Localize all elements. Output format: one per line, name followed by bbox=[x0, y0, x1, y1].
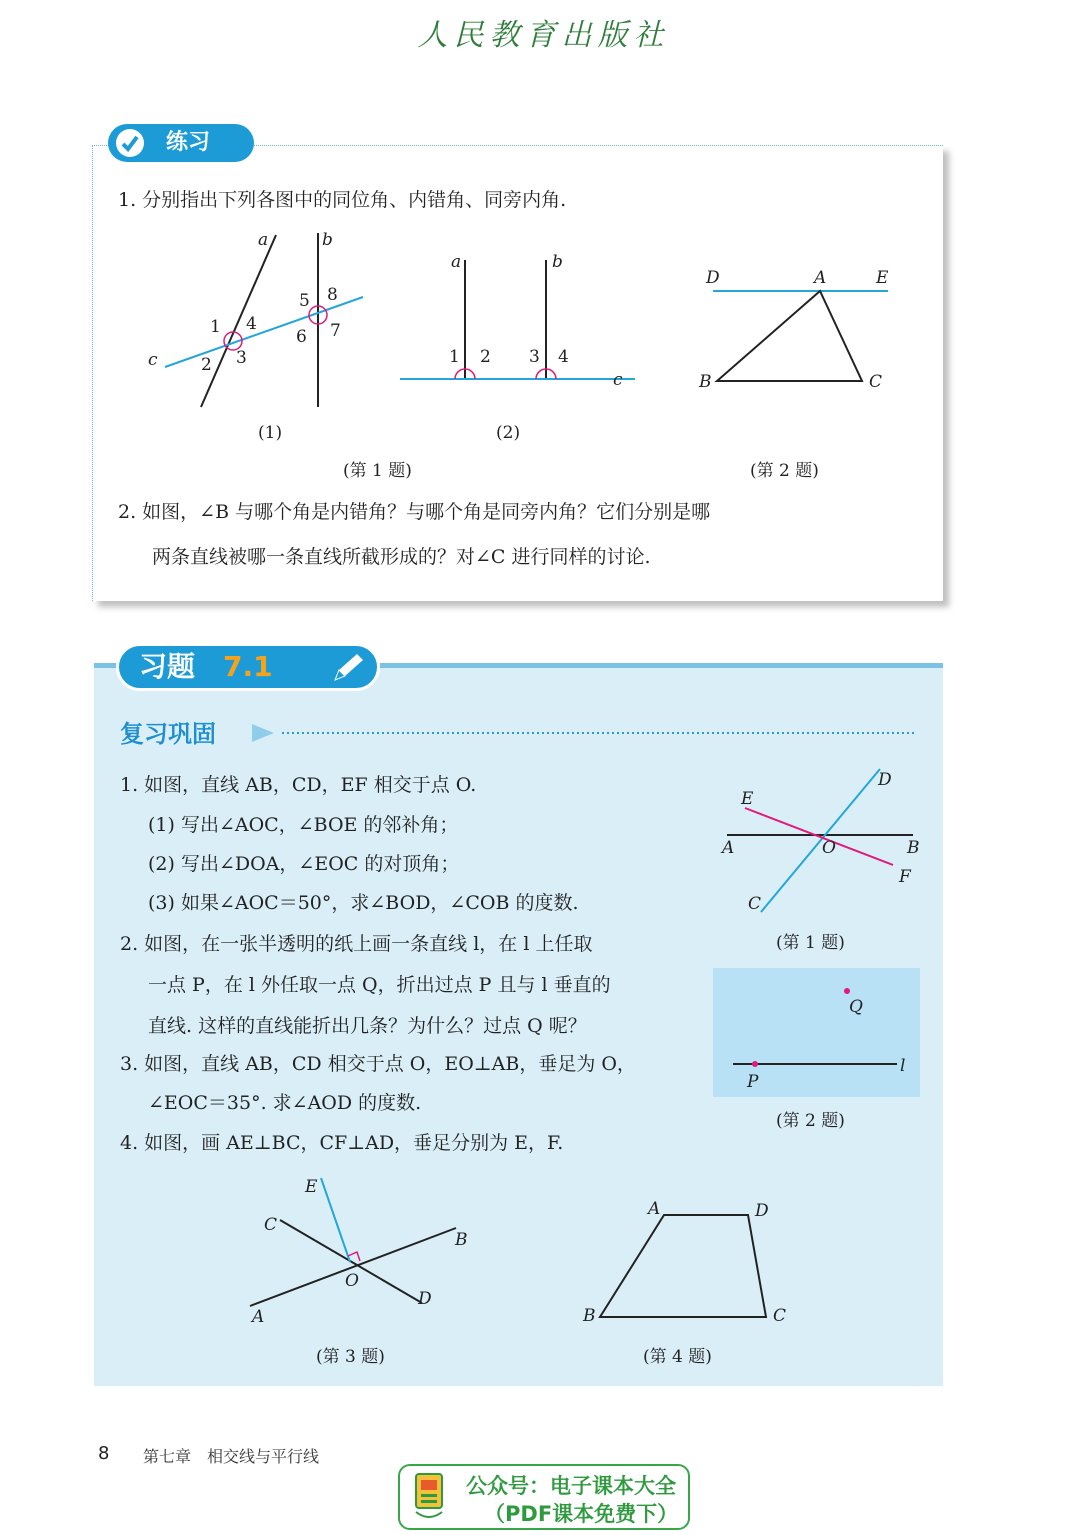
f1-B: B bbox=[907, 838, 920, 858]
f3-O: O bbox=[345, 1271, 359, 1291]
ex-q3-line2: ∠EOC＝35°. 求∠AOD 的度数. bbox=[148, 1092, 422, 1114]
ex-q1-part1: (1) 写出∠AOC，∠BOE 的邻补角； bbox=[148, 814, 459, 836]
f1-O: O bbox=[822, 838, 836, 858]
label-B: B bbox=[699, 372, 712, 392]
label-E: E bbox=[876, 268, 889, 288]
angle-b2: 2 bbox=[480, 347, 491, 367]
practice-title: 练习 bbox=[166, 130, 211, 155]
angle-2: 2 bbox=[201, 355, 212, 375]
label-C: C bbox=[869, 372, 883, 392]
label-a: a bbox=[258, 230, 269, 250]
point-P bbox=[752, 1061, 758, 1067]
ex-q3-line1: 3. 如图，直线 AB，CD 相交于点 O，EO⊥AB，垂足为 O， bbox=[120, 1053, 636, 1075]
angle-1: 1 bbox=[210, 317, 221, 337]
f1-D: D bbox=[878, 770, 892, 790]
ex-fig4 bbox=[590, 1200, 780, 1325]
f1-C: C bbox=[748, 894, 762, 914]
practice-tab bbox=[108, 124, 254, 162]
f1-F: F bbox=[899, 867, 911, 887]
line-eo bbox=[321, 1178, 350, 1262]
label-A: A bbox=[814, 268, 827, 288]
exercise-tab bbox=[116, 643, 380, 691]
f4-B: B bbox=[583, 1306, 596, 1326]
f3-C: C bbox=[264, 1215, 278, 1235]
ex-q4: 4. 如图，画 AE⊥BC，CF⊥AD，垂足分别为 E，F. bbox=[120, 1132, 564, 1154]
f2-P: P bbox=[747, 1072, 759, 1092]
ex-q1-part2: (2) 写出∠DOA，∠EOC 的对顶角； bbox=[148, 853, 460, 875]
ex-q2-line3: 直线. 这样的直线能折出几条？为什么？过点 Q 呢？ bbox=[148, 1015, 587, 1037]
label-c: c bbox=[148, 350, 158, 370]
promo-line1: 公众号：电子课本大全 bbox=[466, 1474, 676, 1498]
angle-4: 4 bbox=[246, 314, 257, 334]
angle-6: 6 bbox=[296, 327, 307, 347]
line-ef bbox=[745, 808, 893, 865]
f3-E: E bbox=[305, 1177, 318, 1197]
fig1-caption: (第 1 题) bbox=[343, 461, 412, 481]
exercise-title: 习题 bbox=[139, 650, 196, 683]
label-b2: b bbox=[552, 252, 563, 272]
pencil-icon bbox=[329, 650, 369, 698]
pencil-badge-icon bbox=[116, 129, 144, 157]
ex-cap2: (第 2 题) bbox=[776, 1111, 845, 1131]
label-a2: a bbox=[451, 252, 462, 272]
triangle-abc bbox=[717, 291, 862, 381]
angle-3: 3 bbox=[236, 348, 247, 368]
ex-cap3: (第 3 题) bbox=[316, 1347, 385, 1367]
f4-D: D bbox=[755, 1201, 769, 1221]
book-icon bbox=[414, 1472, 444, 1522]
angle-5: 5 bbox=[299, 291, 310, 311]
practice-figures bbox=[100, 225, 920, 415]
angle-b3: 3 bbox=[529, 347, 540, 367]
ex-q1-stem: 1. 如图，直线 AB，CD，EF 相交于点 O. bbox=[120, 774, 477, 796]
review-section-title: 复习巩固 bbox=[120, 720, 216, 748]
practice-question-2-line2: 两条直线被哪一条直线所截形成的？对∠C 进行同样的讨论. bbox=[152, 546, 651, 568]
f4-A: A bbox=[648, 1199, 661, 1219]
page-number: 8 bbox=[98, 1443, 110, 1464]
ex-q2-line2: 一点 P，在 l 外任取一点 Q，折出过点 P 且与 l 垂直的 bbox=[148, 974, 611, 996]
practice-question-1: 1. 分别指出下列各图中的同位角、内错角、同旁内角. bbox=[118, 189, 567, 211]
arrow-icon bbox=[252, 724, 274, 742]
angle-b4: 4 bbox=[558, 347, 569, 367]
f3-B: B bbox=[455, 1230, 468, 1250]
f2-l: l bbox=[900, 1056, 906, 1076]
quadrilateral-abcd bbox=[600, 1215, 766, 1317]
label-b: b bbox=[322, 230, 333, 250]
chapter-title: 第七章 相交线与平行线 bbox=[143, 1447, 320, 1466]
ex-fig1 bbox=[715, 765, 925, 915]
ex-cap4: (第 4 题) bbox=[643, 1347, 712, 1367]
promo-badge[interactable] bbox=[398, 1464, 690, 1530]
ex-q1-part3: (3) 如果∠AOC＝50°，求∠BOD，∠COB 的度数. bbox=[148, 892, 579, 914]
exercise-number: 7.1 bbox=[223, 650, 273, 683]
line-cd bbox=[761, 769, 880, 912]
publisher-logo: 人民教育出版社 bbox=[417, 18, 670, 53]
f3-D: D bbox=[418, 1289, 432, 1309]
angle-b1: 1 bbox=[449, 347, 460, 367]
review-arrow-rule bbox=[248, 722, 916, 744]
f4-C: C bbox=[773, 1306, 787, 1326]
f2-Q: Q bbox=[849, 997, 863, 1017]
ex-q2-line1: 2. 如图，在一张半透明的纸上画一条直线 l，在 l 上任取 bbox=[120, 933, 593, 955]
f1-E: E bbox=[741, 789, 754, 809]
f1-A: A bbox=[722, 838, 735, 858]
f3-A: A bbox=[252, 1307, 265, 1327]
ex-fig3 bbox=[240, 1170, 470, 1320]
practice-question-2-line1: 2. 如图，∠B 与哪个角是内错角？与哪个角是同旁内角？它们分别是哪 bbox=[118, 501, 711, 523]
angle-7: 7 bbox=[330, 321, 341, 341]
angle-8: 8 bbox=[327, 285, 338, 305]
point-Q bbox=[844, 988, 850, 994]
promo-line2: （PDF课本免费下） bbox=[484, 1502, 679, 1526]
fig1-sub2: (2) bbox=[496, 423, 521, 443]
fig1-sub1: (1) bbox=[258, 423, 283, 443]
label-D: D bbox=[706, 268, 720, 288]
fig2-caption: (第 2 题) bbox=[750, 461, 819, 481]
ex-cap1: (第 1 题) bbox=[776, 933, 845, 953]
ex-fig2 bbox=[713, 968, 920, 1097]
label-c2: c bbox=[613, 370, 623, 390]
